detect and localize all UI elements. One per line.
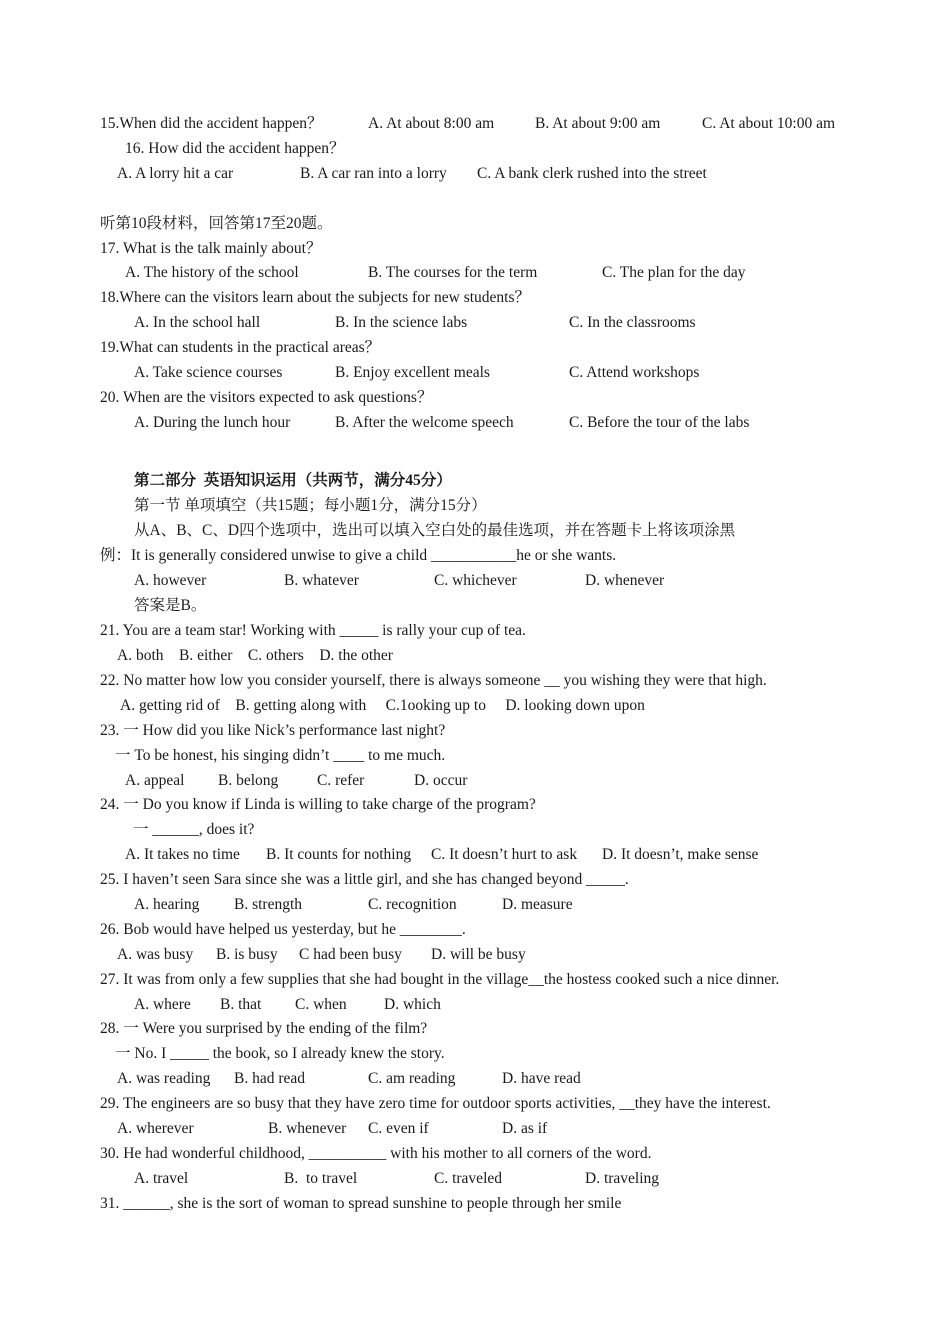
text-line: D. traveling bbox=[585, 1170, 660, 1187]
text-line: 例：It is generally considered unwise to give a child ___________he or she wants. bbox=[100, 547, 617, 564]
text-line: C. am reading bbox=[368, 1070, 456, 1087]
text-line: C. even if bbox=[368, 1120, 429, 1137]
text-line: 24. 一 Do you know if Linda is willing to take charge of the program? bbox=[100, 796, 536, 813]
text-line: 27. It was from only a few supplies that she had bought in the village__the hostess cooked such a nice dinner. bbox=[100, 971, 780, 988]
text-line: C. At about 10:00 am bbox=[702, 115, 836, 132]
text-line: 20. When are the visitors expected to ask questions？ bbox=[100, 389, 433, 406]
text-line: B. At about 9:00 am bbox=[535, 115, 661, 132]
text-line: A. Take science courses bbox=[134, 364, 283, 381]
text-line: C. traveled bbox=[434, 1170, 503, 1187]
text-line: A. A lorry hit a car bbox=[117, 165, 234, 182]
text-line: 30. He had wonderful childhood, __________ with his mother to all corners of the word. bbox=[100, 1145, 652, 1162]
text-line: A. hearing bbox=[134, 896, 200, 913]
text-line: B. that bbox=[220, 996, 262, 1013]
text-line: C. It doesn’t hurt to ask bbox=[431, 846, 578, 863]
text-line: A. The history of the school bbox=[125, 264, 299, 281]
text-line: A. wherever bbox=[117, 1120, 194, 1137]
text-line: C. In the classrooms bbox=[569, 314, 696, 331]
text-line: A. During the lunch hour bbox=[134, 414, 291, 431]
text-line: 18.Where can the visitors learn about the subjects for new students？ bbox=[100, 289, 531, 306]
text-line: D. will be busy bbox=[431, 946, 526, 963]
text-line: C had been busy bbox=[299, 946, 402, 963]
text-line: B. It counts for nothing bbox=[266, 846, 412, 863]
text-line: C. whichever bbox=[434, 572, 517, 589]
text-line: A. appeal bbox=[125, 772, 185, 789]
text-line: B. to travel bbox=[284, 1170, 358, 1187]
text-line: C. when bbox=[295, 996, 347, 1013]
text-line: B. whenever bbox=[268, 1120, 347, 1137]
text-line: A. getting rid of B. getting along with C.1ooking up to D. looking down upon bbox=[120, 697, 645, 714]
text-line: 16. How did the accident happen？ bbox=[125, 140, 345, 157]
text-line: 答案是B。 bbox=[134, 597, 207, 614]
text-line: B. A car ran into a lorry bbox=[300, 165, 447, 182]
text-line: D. have read bbox=[502, 1070, 581, 1087]
text-line: B. The courses for the term bbox=[368, 264, 538, 281]
text-line: A. It takes no time bbox=[125, 846, 240, 863]
text-line: B. whatever bbox=[284, 572, 359, 589]
text-line: 17. What is the talk mainly about？ bbox=[100, 240, 322, 257]
text-line: A. where bbox=[134, 996, 191, 1013]
text-line: B. had read bbox=[234, 1070, 306, 1087]
text-line: A. travel bbox=[134, 1170, 189, 1187]
text-line: B. is busy bbox=[216, 946, 278, 963]
text-line: D. It doesn’t, make sense bbox=[602, 846, 759, 863]
text-line: 28. 一 Were you surprised by the ending of the film? bbox=[100, 1020, 428, 1037]
text-line: 21. You are a team star! Working with _____ is rally your cup of tea. bbox=[100, 622, 526, 639]
text-line: B. belong bbox=[218, 772, 279, 789]
text-line: D. whenever bbox=[585, 572, 665, 589]
text-line: 从A、B、C、D四个选项中，选出可以填入空白处的最佳选项，并在答题卡上将该项涂黑 bbox=[134, 522, 736, 539]
text-line: 31. ______, she is the sort of woman to spread sunshine to people through her smile bbox=[100, 1195, 622, 1212]
text-line: 26. Bob would have helped us yesterday, but he ________. bbox=[100, 921, 466, 938]
text-line: 一 ______, does it? bbox=[133, 821, 255, 838]
text-line: A. At about 8:00 am bbox=[368, 115, 495, 132]
text-line: A. both B. either C. others D. the other bbox=[117, 647, 393, 664]
text-line: B. Enjoy excellent meals bbox=[335, 364, 490, 381]
text-line: 23. 一 How did you like Nick’s performance last night? bbox=[100, 722, 446, 739]
text-line: D. which bbox=[384, 996, 441, 1013]
text-line: 22. No matter how low you consider yourself, there is always someone __ you wishing they were that high. bbox=[100, 672, 767, 689]
text-line: A. was reading bbox=[117, 1070, 211, 1087]
text-line: C. A bank clerk rushed into the street bbox=[477, 165, 707, 182]
text-line: 29. The engineers are so busy that they have zero time for outdoor sports activities, __they have the interest. bbox=[100, 1095, 771, 1112]
text-line: 25. I haven’t seen Sara since she was a little girl, and she has changed beyond _____. bbox=[100, 871, 629, 888]
text-line: 19.What can students in the practical areas？ bbox=[100, 339, 381, 356]
text-line: B. In the science labs bbox=[335, 314, 468, 331]
text-line: C. Before the tour of the labs bbox=[569, 414, 750, 431]
text-line: 第二部分 英语知识运用（共两节，满分45分） bbox=[134, 472, 452, 489]
text-line: D. occur bbox=[414, 772, 468, 789]
text-line: D. measure bbox=[502, 896, 573, 913]
text-line: 第一节 单项填空（共15题；每小题1分，满分15分） bbox=[134, 497, 487, 514]
text-line: B. After the welcome speech bbox=[335, 414, 514, 431]
text-line: 一 No. I _____ the book, so I already knew the story. bbox=[115, 1045, 445, 1062]
text-line: C. The plan for the day bbox=[602, 264, 746, 281]
text-line: A. however bbox=[134, 572, 207, 589]
text-line: C. recognition bbox=[368, 896, 457, 913]
text-line: D. as if bbox=[502, 1120, 548, 1137]
text-line: A. was busy bbox=[117, 946, 194, 963]
text-line: 听第10段材料，回答第17至20题。 bbox=[100, 215, 333, 232]
text-line: A. In the school hall bbox=[134, 314, 261, 331]
text-line: B. strength bbox=[234, 896, 303, 913]
text-line: C. refer bbox=[317, 772, 365, 789]
text-line: 一 To be honest, his singing didn’t ____ to me much. bbox=[115, 747, 446, 764]
text-line: 15.When did the accident happen？ bbox=[100, 115, 323, 132]
text-line: C. Attend workshops bbox=[569, 364, 700, 381]
